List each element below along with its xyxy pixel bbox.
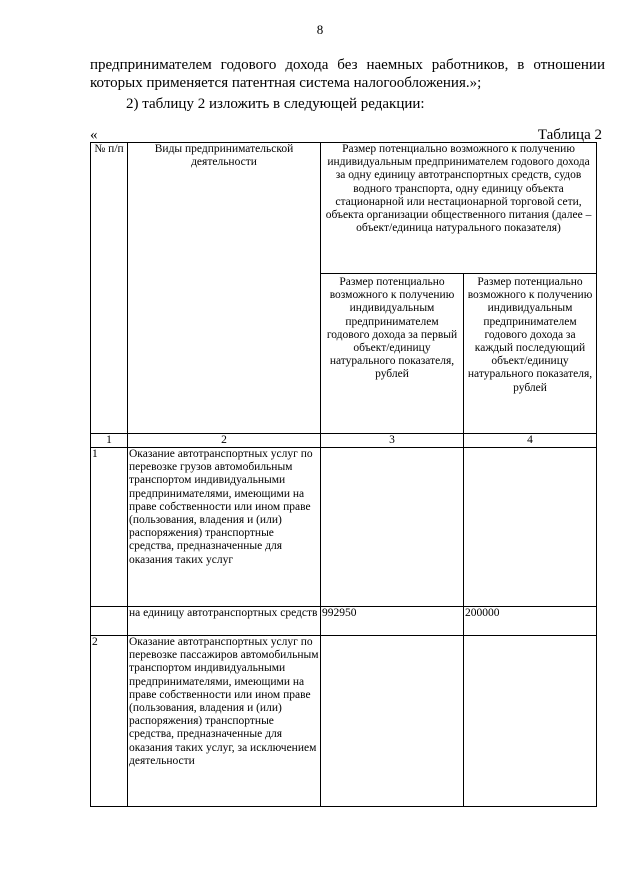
- table-row: [91, 607, 597, 636]
- row-num: 1: [91, 448, 128, 607]
- header-income-group: Размер потенциально возможного к получению индивидуальным предпринимателем годового дохода за одну единицу автотранспортных средств, судов водного транспорта, одну единицу объекта стационарной или нестационарной торговой сети, объекта организации общественного питания (далее – объект/единица натурального показателя): [321, 143, 597, 274]
- header-activity: Виды предпринимательской деятельности: [128, 143, 321, 434]
- page-number: 8: [316, 22, 324, 37]
- table-caption: Таблица 2: [537, 127, 602, 143]
- row-num: 2: [91, 636, 128, 807]
- row-next-unit-value: [464, 448, 597, 607]
- table-row: [91, 448, 597, 607]
- paragraph-continuation: предпринимателем годового дохода без наемных работников, в отношении которых применяется патентная система налогообложения.»;: [90, 57, 605, 91]
- row-next-unit-value: 200000: [464, 607, 597, 636]
- row-num: [91, 607, 128, 636]
- paragraph-amendment: 2) таблицу 2 изложить в следующей редакции:: [126, 96, 425, 112]
- row-first-unit-value: [321, 636, 464, 807]
- header-first-unit: Размер потенциально возможного к получению индивидуальным предпринимателем годового дохода за первый объект/единицу натурального показателя, рублей: [321, 274, 464, 434]
- table-header-row: [91, 143, 597, 274]
- header-each-next-unit: Размер потенциально возможного к получению индивидуальным предпринимателем годового дохода за каждый последующий объект/единицу натурального показателя, рублей: [464, 274, 597, 434]
- row-activity: на единицу автотранспортных средств: [128, 607, 321, 636]
- row-activity: Оказание автотранспортных услуг по перевозке грузов автомобильным транспортом индивидуальными предпринимателями, имеющими на праве собственности или ином праве (пользования, владения и (или) распоряжения) транспортные средства, предназначенные для оказания таких услуг: [128, 448, 321, 607]
- row-activity: Оказание автотранспортных услуг по перевозке пассажиров автомобильным транспортом индивидуальными предпринимателями, имеющими на праве собственности или ином праве (пользования, владения и (или) распоряжения) транспортные средства, предназначенные для оказания таких услуг, за исключением деятельности: [128, 636, 321, 807]
- row-first-unit-value: 992950: [321, 607, 464, 636]
- header-num: № п/п: [91, 143, 128, 434]
- row-next-unit-value: [464, 636, 597, 807]
- col-number-1: 1: [91, 434, 128, 448]
- table-numbering-row: [91, 434, 597, 448]
- col-number-3: 3: [321, 434, 464, 448]
- col-number-2: 2: [128, 434, 321, 448]
- income-table: [90, 142, 597, 807]
- table-row: [91, 636, 597, 807]
- row-first-unit-value: [321, 448, 464, 607]
- col-number-4: 4: [464, 434, 597, 448]
- open-quote: «: [90, 127, 98, 143]
